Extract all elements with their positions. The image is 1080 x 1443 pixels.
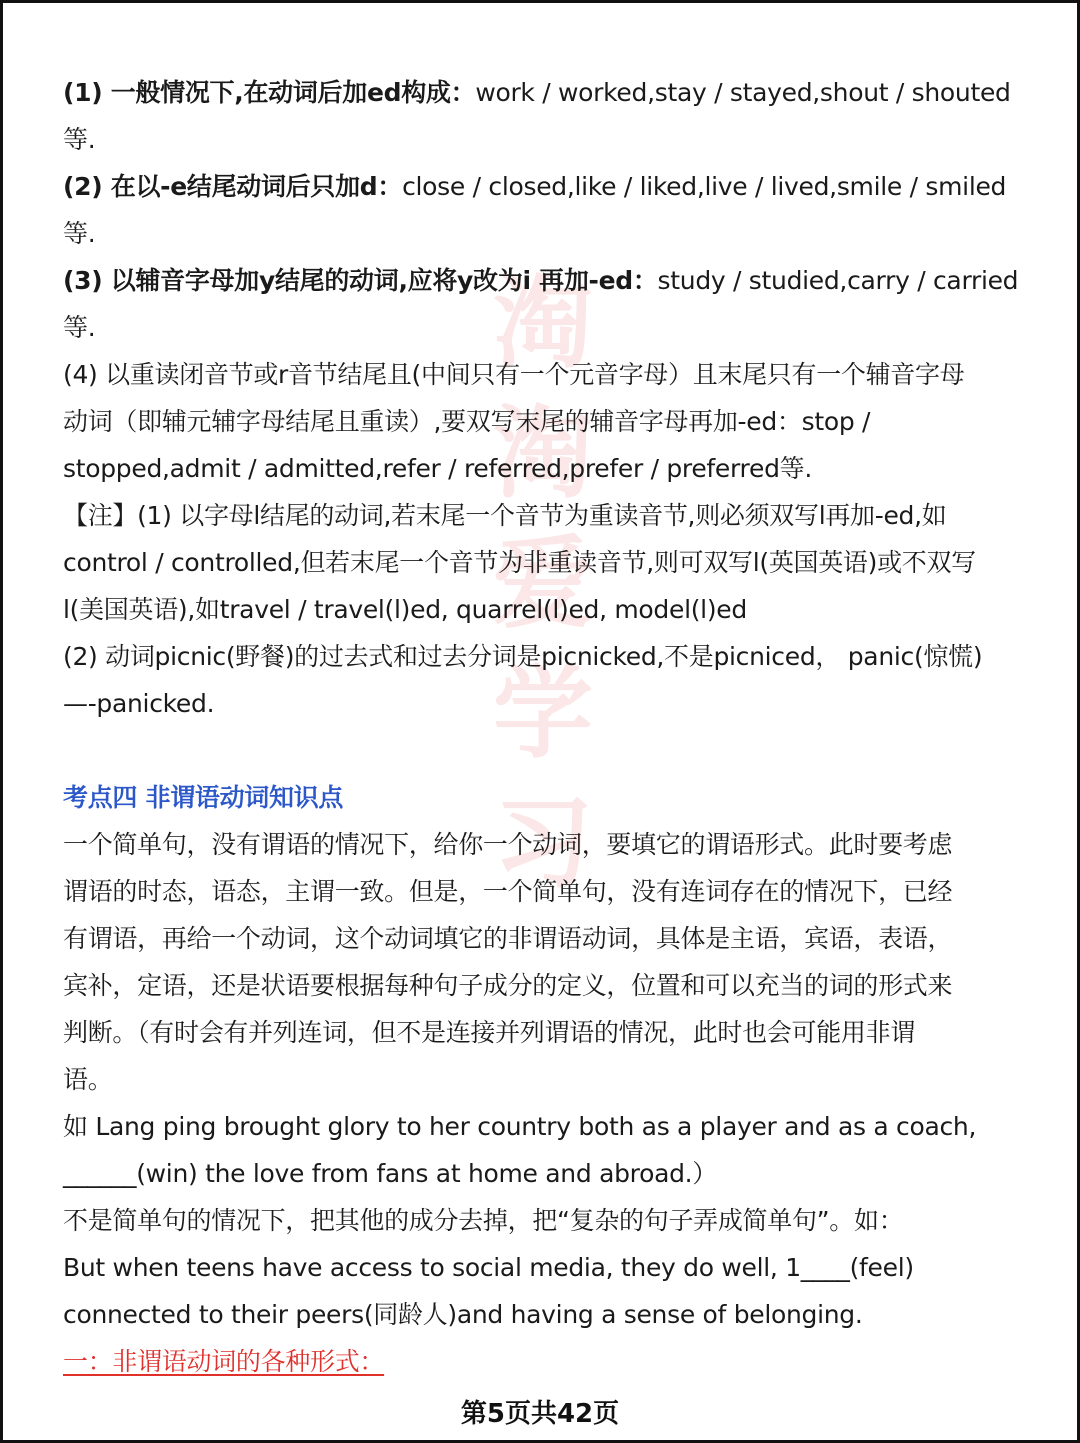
example-line: 如 Lang ping brought glory to her country both as a player and as a coach, [63,1112,977,1141]
paragraph-line: stopped,admit / admitted,refer / referred,prefer / preferred等. [63,454,812,483]
watermark: 淘 淘 爱 学 习 [493,264,593,902]
paragraph-line: 一个简单句，没有谓语的情况下，给你一个动词，要填它的谓语形式。此时要考虑 [63,830,953,859]
rule-continuation: 等. [63,219,96,248]
rule-4 [63,351,1021,492]
example-line: But when teens have access to social media, they do well, 1____(feel) [63,1253,914,1282]
note-line: (2) 动词picnic(野餐)的过去式和过去分词是picnicked,不是picniced， panic(惊慌) [63,642,983,671]
rule-3 [63,257,1021,351]
note-line: —-panicked. [63,689,215,718]
rule-text: study / studied,carry / carried [657,266,1019,295]
note-line: 【注】(1) 以字母l结尾的动词,若末尾一个音节为重读音节,则必须双写l再加-ed,如 [63,501,947,530]
rule-2 [63,163,1021,257]
page-number: 第5页共42页 [460,1399,620,1429]
paragraph-line: (4) 以重读闭音节或r音节结尾且(中间只有一个元音字母）且末尾只有一个辅音字母 [63,360,965,389]
intro-paragraph [63,821,1021,1103]
paragraph-line: 语。 [63,1065,113,1094]
paragraph-line: 动词（即辅元辅字母结尾且重读）,要双写末尾的辅音字母再加-ed：stop / [63,407,871,436]
example-2 [63,1244,1021,1338]
paragraph-line: 宾补，定语，还是状语要根据每种句子成分的定义，位置和可以充当的词的形式来 [63,971,953,1000]
example-line: connected to their peers(同龄人)and having a sense of belonging. [63,1300,863,1329]
example-1 [63,1103,1021,1197]
note-line: control / controlled,但若末尾一个音节为非重读音节,则可双写l(英国英语)或不双写 [63,548,976,577]
rule-continuation: 等. [63,125,96,154]
paragraph-line: 有谓语，再给一个动词，这个动词填它的非谓语动词，具体是主语，宾语，表语， [63,924,953,953]
example-line: ______(win) the love from fans at home and abroad.） [63,1159,718,1188]
rule-text: close / closed,like / liked,live / lived,smile / smiled [402,172,1007,201]
notes [63,492,1021,727]
rule-label: (3) 以辅音字母加y结尾的动词,应将y改为i 再加-ed： [63,266,658,295]
rule-1 [63,69,1021,163]
section-title: 考点四 非谓语动词知识点 [63,783,344,812]
rule-label: (1) 一般情况下,在动词后加ed构成： [63,78,476,107]
note-line: l(美国英语),如travel / travel(l)ed, quarrel(l)ed, model(l)ed [63,595,747,624]
rule-label: (2) 在以-e结尾动词后只加d： [63,172,403,201]
subheading-link[interactable]: 一：非谓语动词的各种形式： [63,1347,385,1376]
rule-continuation: 等. [63,313,96,342]
paragraph-line: 判断。（有时会有并列连词，但不是连接并列谓语的情况，此时也会可能用非谓 [63,1018,916,1047]
rule-text: work / worked,stay / stayed,shout / shouted [475,78,1011,107]
complex-sentence-intro: 不是简单句的情况下，把其他的成分去掉，把“复杂的句子弄成简单句”。如： [63,1206,904,1235]
paragraph-line: 谓语的时态，语态，主谓一致。但是，一个简单句，没有连词存在的情况下，已经 [63,877,953,906]
content-body [63,69,1021,1385]
